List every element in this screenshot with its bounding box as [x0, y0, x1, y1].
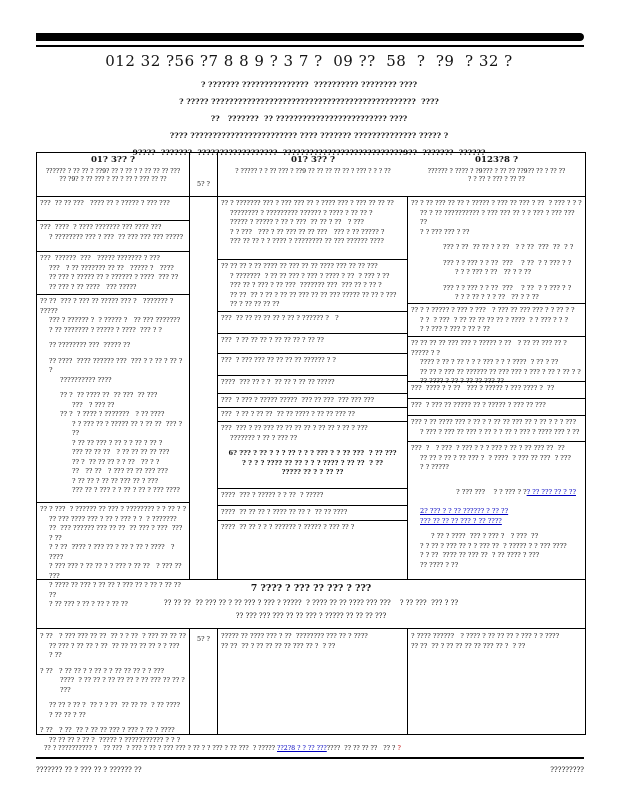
column-title: 01? 3?? ? [290, 155, 336, 165]
table-row [218, 422, 407, 489]
column-left [37, 197, 190, 608]
column-subtitle: ? ????? ? ? ?? ??? ? ??9 ?? ?? ?? ?? ?? ? ??? ? ? ? ?? [235, 167, 391, 175]
text-line: ????? ?? ???? ??? ? ?? ???????? ??? ?? ? ???? [221, 632, 368, 640]
bottom-cell-left [37, 629, 190, 744]
bottom-cell-middle [218, 629, 408, 734]
text-line: ?? ?? ?? ? ?? ? ????? ? ??????????? ? ? ? [49, 735, 181, 744]
footer-rule [36, 757, 584, 759]
text-line [411, 479, 582, 508]
table-row [218, 521, 407, 580]
form-table [36, 152, 586, 744]
text-block [411, 532, 582, 570]
text-line: ? ?? ?? ? ?? ?? ??? ?? ? ??? [72, 476, 159, 485]
text-line: ? ??????? ? ?? ?? ??? ? ??? ? ???? ? ?? ? ??? ? ?? [230, 271, 390, 280]
text-line: ???? ??? ? ????? ? ? ?? ? ????? [221, 491, 324, 499]
column-middle [218, 197, 408, 579]
table-row [218, 506, 407, 521]
header-cell-right [408, 153, 585, 196]
text-line: ?? ?? ?? ? ?? ?? ?? ?? ??? ?? ? ? ?? [411, 641, 526, 650]
table-row [37, 503, 189, 608]
text-line: ?? ?? ? ??? ?? ?????? ?? ??? ??? ? ??? ? ?? ? ?? ? ? [420, 367, 581, 376]
header-cell-left [37, 153, 190, 196]
intro-line: 9???? ??????? ?????????????????? ???????????????????????????9?? ??????? ?????? [132, 148, 486, 157]
text-line: ??? ? ?? ??????? ?? ?? ????? ? ???? [49, 263, 174, 272]
text-line: ? ???? ?? ??? ? ?? ?? ? ??? ?? ? ?? ? ?? ?? ?? [49, 581, 183, 599]
column-subtitle: ?????? ? ?? ?? ? ??9? ?? ? ?? ? ? ?? ?? ?? ??? ?? ?9? ? ?? ??? ? ?? ? ?? ? ??? ?? ?? [45, 167, 181, 184]
text-line: ?? ???????? ??? ????? ?? [49, 341, 131, 349]
top-rule-thin [36, 45, 584, 47]
text-line: ?? ??? ? ?? ?? ? ?? ?? ?? ?? ?? ?? ? ? ??? ? ?? [49, 641, 184, 659]
text-line: ?? ? ??????? ??? ? ??? ??? ?? ? ???? ??? ? ??? ?? ?? ?? [221, 199, 394, 207]
text-line: ?? ???? ???? ?????? ??? ??? ? ? ?? ? ?? ? ? [49, 356, 185, 374]
text-line: ? ? ? ??? ? ?? ?? ? ? ?? [455, 268, 532, 276]
text-line: ????? ?? ? ? ?? ?? [281, 468, 344, 476]
text-line: ?? ? ?? ?? ?? ?? [230, 300, 280, 308]
table-row [218, 197, 407, 260]
text-line: ?? ?? ?? ?? ??? ??? ? ????? ? ?? ? ?? ?? ??? ?? ? ????? ? ? [411, 339, 569, 357]
table-row [408, 399, 585, 416]
text-line: ?? ?? ?? ? ??? ?? ?? ??? ??? [72, 467, 168, 475]
text-line: ???????? ? ????????? ?????? ? ???? ? ?? ?? ? [230, 208, 373, 217]
text-line: ? ? ??? ?? ? ????? ?? ? ?? ?? ??? ? ?? [72, 419, 185, 437]
text-line: ??????? ? ?? ? ??? ?? [230, 433, 298, 442]
text-line: ? ? ??? ??? ? ?? ??? ?? ?? ??? ??? ? ?? ????? ? [230, 227, 385, 236]
table-row [408, 304, 585, 337]
text-line: ???? ? ?? ?? ? ?? ?? ?? ? ?? ??? ?? ?? ? ??? [60, 676, 187, 694]
text-line: ?? ?? ?? ? ?? ???? ?? ??? ?? ?? ???? ??? ?? ?? ??? [221, 262, 378, 270]
text-line: ?? ?? ? ?? ? ?? ??? ? ? ???? ? ??? ?? ??? ? ??? [420, 453, 571, 462]
column-right [408, 197, 585, 579]
hyperlink[interactable]: 2? ??? ? ? ?? ?????? ? ?? ?? [420, 507, 509, 515]
spacer-label: 5? ? [197, 179, 210, 188]
text-line: ?? ?? ? ?? ? ?? ? ? ?? ?? ?? ?? ? ?? ???? [49, 701, 181, 709]
text-line: ?? ? ?? ?????????? ? ??? ??? ?? ? ? ??? ? ??? ??? ?? [420, 208, 577, 226]
text-line: ?? ??? ?????? ??? ?? ?? ?? ??? ? ??? ??? ? ?? [49, 524, 185, 542]
hyperlink[interactable]: ? ?? ??? ?? ? ?? [526, 488, 576, 496]
document-title: 012 32 ?56 ?7 8 8 9 ? 3 7 ? 09 ?? 58 ? ?9 ? 32 ? [105, 52, 513, 70]
text-line: ?? ??? ? ?? ???? ??? ????? [49, 282, 137, 291]
text-line: ???? ?? ?? ? ? ? ?????? ? ????? ? ??? ?? ? [221, 523, 355, 531]
intro-paragraph [30, 76, 588, 161]
column-subtitle: ?????? ? ???? ? ?9??? ? ?? ?? ??9?? ?? ? ?? ?? ? ? ?? ? ??? ? ?? ?? [427, 167, 566, 184]
text-line: ????? ? ????? ? ?? ? ??? ?? ?? ? ?? ? ??? [230, 218, 364, 226]
footnote-red-mark: ? [397, 745, 401, 752]
intro-line: ?? ??????? ?? ????????????????????????? ???? [210, 114, 408, 123]
text-line: ?? ??? ? ????? ?? ? ?????? ? ???? ??? ?? [49, 273, 179, 281]
table-row [218, 376, 407, 394]
table-row [408, 197, 585, 304]
text-line: ? ? ? ? ???? ?? ?? ? ? ? ???? ? ?? ?? ? ?? [241, 458, 384, 467]
text-line: ??? ? ?? ???? ??? ? ?? ? ? ?? ?? ??? ?? ? ?? ? ? ? ??? [411, 418, 576, 426]
text-line: ??? ? ?????? ? ? ????? ? ?? ??? ??????? [49, 316, 181, 324]
table-body [37, 196, 585, 608]
text-line: ?? ???? ? ?? [420, 560, 459, 569]
text-line: ??? ?????? ??? ????? ??????? ? ??? [40, 254, 160, 262]
intro-line: ???? ???????????????????????? ???? ??????? ?????????????? ????? ? [169, 131, 449, 140]
text-line: ??? ?? ?? ? ? ???? ? ???????? ?? ??? ?????? ???? [230, 237, 384, 245]
text-line: ??? ? ?? ? ?? ?? ?? ?? ???? ? ?? ?? ??? ?? [221, 410, 355, 418]
table-row [218, 354, 407, 376]
text-line: ? ?? ? ?? ?? ? ? ?? ? ? ?? ?? ?? ? ? ??? [40, 666, 165, 675]
text-line: ? ? ????? [420, 463, 449, 471]
text-line: ??? ?? ? ??? ? ? ?? ? ?? ? ??? ???? [72, 486, 180, 494]
text-line: ??? ? ??? ? ????? ????? ??? ?? ??? ??? ??? ??? [221, 396, 375, 404]
section-title: 7 ???? ? ??? ?? ??? ? ??? [250, 583, 372, 594]
text-line: ? ??? ? ??? ?? ??? ? ?? ? ? ?? ? ??? ? ???? ??? ? ?? [420, 427, 580, 436]
text-line: ??? ?? ? ??? ? ?? ??? ??????? ??? ??? ?? ? ?? ? [230, 281, 382, 289]
text-line: ? ?? ??????? ? ????? ? ???? ??? ? ? [49, 325, 162, 334]
bottom-cell-spacer [190, 629, 218, 734]
footnote-hyperlink[interactable]: ??2?8 ? ? ?? ??? [277, 745, 327, 752]
text-line: ?? ?? ??? ? ??? ?? ????? ??? ? ??????? ? ????? [40, 297, 176, 315]
table-row [218, 260, 407, 312]
table-row [408, 442, 585, 580]
text-line: ??? ?? ?? ?? ?? ?? ? ?? ? ?????? ? ? [221, 314, 339, 322]
table-row [218, 312, 407, 334]
section-line: ?? ?? ?? ?? ??? ?? ? ?? ??? ? ??? ? ????? ? ???? ?? ?? ???? ??? ??? ? ?? ??? ??? ? ?? [163, 598, 459, 607]
table-row [408, 416, 585, 442]
text-line: ??? ? ??? ?? [72, 400, 115, 409]
section-line: ?? ??? ??? ??? ?? ?? ??? ? ????? ?? ?? ?? ??? [235, 611, 387, 620]
text-line: ? ? ?? ???? ?? ??? ?? ? ?? ???? ? ??? [420, 551, 540, 559]
intro-line: ? ????? ?????????????????????????????????????????????? ???? [179, 97, 439, 106]
column-title: 0123?8 ? [475, 155, 518, 165]
hyperlink[interactable]: ??? ?? ?? ?? ??? ? ?? ???? [420, 516, 502, 525]
table-row [408, 337, 585, 385]
text-line: ???? ??? ?? ? ? ?? ?? ? ?? ?? ????? [221, 378, 335, 386]
text-line: 6? ??? ? ?? ? ? ? ?? ? ? ? ??? ? ? ?? ??? ? ?? ??? [228, 449, 397, 457]
footnote-line [36, 735, 584, 759]
text-line: ?? ? ? ????? ? ??? ? ??? ? ??? ?? ??? ??? ? ? ?? ? ? [411, 306, 575, 314]
table-row [218, 408, 407, 422]
text-line: ??? ? ??? ??? ?? ?? ?? ?? ?????? ? ? [221, 356, 336, 364]
text-line: ? ? ?? ? ??? ?? ? ? ??? ?? ? ????? ? ? ??? ???? [420, 541, 567, 550]
text-line: ?? ??? ???? ??? ? ?? ? ??? ? ? ? ??????? [49, 514, 177, 523]
text-line: ? ? ??? ? ??? ? ?? ? ?? [420, 325, 490, 333]
table-row [37, 295, 189, 503]
text-line: ?? ?? ?? ? ?? ? ?? ?? ??? ?? ?? ??? ????? ?? ?? ? ??? [230, 290, 397, 299]
bottom-section [37, 628, 585, 744]
text-line: ?? ?? ?? ? ?? ?? ?? ?? ??? ?? ? ? ?? [221, 641, 336, 650]
text-line: ? ??? ??? ? ?? ?? ? ? ??? ? ?? ?? ? ??? ?? ??? [49, 562, 184, 580]
text-line: ?? ? ?? ??? ?? ?? ? ????? ? ??? ?? ??? ? ?? ? ??? ? ? ? [411, 199, 582, 207]
text-line: ? ?? ??? ? ?? ? ?? ? ?? ?? [49, 600, 128, 608]
text-line: ??? ? ? ??? ? ? ?? ??? ? ?? ? ? ??? ? ? [443, 258, 572, 267]
text-line: ? ???? ?????? ? ???? ? ?? ?? ?? ? ??? ? ? ???? [411, 632, 560, 640]
text-line: ??? ? ?? ?? ?? ? ?? ?? ?? ? ?? ?? [221, 336, 324, 344]
header-cell-spacer [190, 153, 218, 196]
text-line: ? ? ? ?? ? ? ? ?? ?? ? ? ?? [455, 293, 539, 301]
header-cell-middle [218, 153, 408, 196]
text-line: ??? ? ?? ?? ?? ? ? ?? ? ? ?? ??? ?? ? ? [443, 243, 574, 251]
text-line: ?? ? ? ???? ? ??????? ? ?? ???? [60, 410, 165, 418]
text-line: ? ?? ?? ??? ? ?? ? ? ?? ? ?? ? [72, 438, 163, 447]
text-line: ???? ?? ?? ?? ? ???? ?? ?? ? ?? ?? ???? [221, 508, 348, 516]
column-title: 01? 3?? ? [90, 155, 136, 165]
footer-right-text: ????????? [550, 766, 584, 774]
hyperlink-block [411, 507, 582, 526]
footnote-text: ?? ? ?????????? ? ?? ??? ? ??? ? ?? ? ??? ??? ? ?? ? ? ??? ? ?? ??? ? ????? [44, 745, 277, 752]
footer-left-text: ??????? ?? ? ??? ?? ? ?????? ?? [36, 766, 142, 774]
table-row [408, 382, 585, 399]
text-line: ? ?? ? ?? ?? ? ?? ?? ??? ? ??? ? ?? ? ???? [40, 726, 175, 734]
footnote-text: ???? ?? ?? ?? ?? ?? ? [326, 745, 398, 752]
text-line: ? ?? ? ???? ??? ? ??? ? ? ??? ?? [431, 532, 539, 540]
text-line: ??? ? ? ??? ? ??? ? ? ? ??? ? ?? ? ?? ??? ?? ?? [411, 444, 565, 452]
text-block [411, 444, 582, 473]
text-line: ?? ? ??? ? ?????? ?? ??? ? ???????? ? ? ?? ? ? [40, 505, 187, 513]
text-line: ???? ? ?? ? ?? ? ? ? ??? ? ? ? ???? ? ?? ? ?? [420, 358, 559, 366]
text-line: ??? ? ? ??? ? ? ?? ??? ? ?? ? ? ??? ? ? [443, 283, 572, 292]
text-line: ?????????? ???? [60, 375, 112, 384]
table-row [218, 489, 407, 506]
table-header-row [37, 153, 585, 196]
text-line: ??? ???? ? ? ?? ??? ? ????? ? ??? ???? ? ?? [411, 384, 555, 392]
text-line: ?? ? ?? ???? ?? ?? ??? ?? ??? [60, 391, 158, 399]
spacer-label: 5? ? [197, 635, 210, 643]
text-line: ??? ? ??? ?? ????? ?? ? ????? ? ??? ?? ??? [411, 401, 546, 409]
text-line: ? ?? ? ??? ??? ?? ?? ?? ? ? ?? ? ??? ?? ?? ?? [40, 632, 186, 640]
text-line: ??? ?? ?? ?? ? ?? ?? ?? ?? ??? [72, 448, 170, 456]
table-row [218, 394, 407, 408]
column-spacer [190, 197, 218, 579]
text-line: ? ? ??? ??? ? ?? [420, 227, 470, 236]
bottom-cell-right [408, 629, 585, 734]
text-line: ??? ?? ?? ??? ???? ?? ? ????? ? ??? ??? [40, 199, 170, 207]
text-line: ? ? ? ??? ? ?? ?? ?? ?? ?? ? ???? ? ? ??? ? ? ? [420, 315, 568, 324]
text-line: ? ?? ?? ? ?? [49, 710, 86, 719]
text-line: ?? ? ?? ?? ?? ? ? ?? ?? ? ? [72, 457, 160, 466]
text-line: ??? ???? ? ???? ??????? ??? ???? ??? [40, 223, 162, 231]
table-row [218, 334, 407, 354]
text: ? ??? ??? ? ? ??? ? ? [456, 488, 527, 496]
table-row [37, 221, 189, 252]
text-line: ? ? ?? ???? ? ??? ?? ? ?? ? ?? ? ???? ? ???? [49, 543, 177, 561]
text-line: ?? ???? ? ?? ? ?? ?? ??? ?? [420, 377, 504, 385]
table-row [37, 252, 189, 295]
table-row [37, 197, 189, 221]
text-line: ? ???????? ??? ? ??? ?? ??? ??? ??? ????? [49, 232, 184, 241]
intro-line: ? ??????? ??????????????? ?????????? ???????? ???? [200, 80, 418, 89]
text-line: ??? ??? ? ?? ??? ?? ?? ?? ?? ? ?? ?? ? ?? ? ??? [221, 424, 368, 432]
top-rule-thick [36, 33, 584, 41]
